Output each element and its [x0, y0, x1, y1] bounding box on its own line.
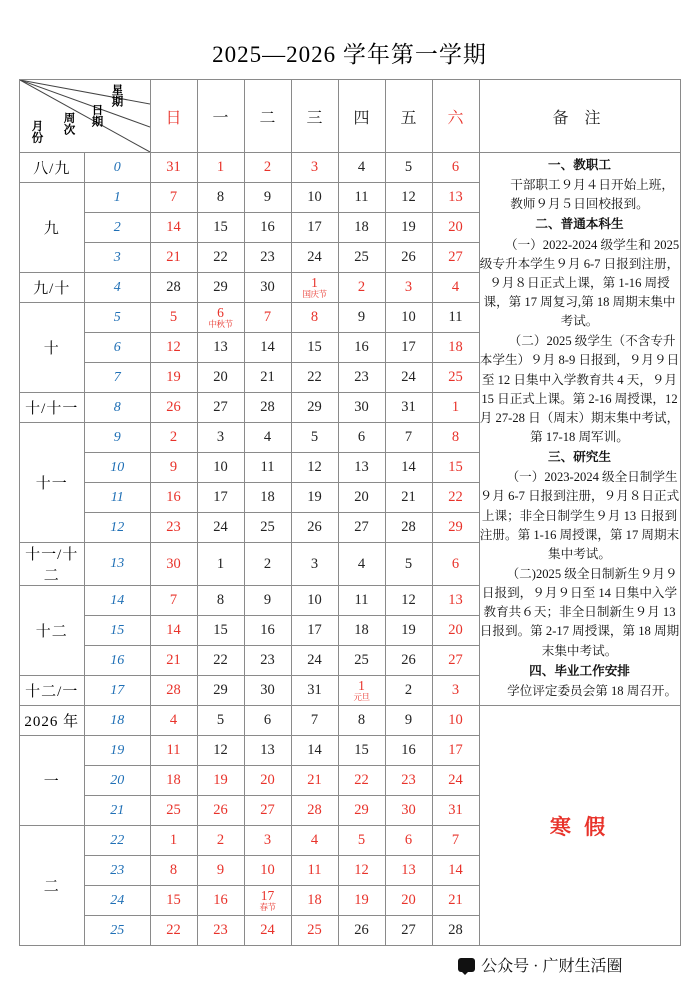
weekday-header-sat: 六 [432, 80, 479, 153]
day-cell: 28 [150, 676, 197, 706]
day-cell: 23 [244, 243, 291, 273]
day-cell: 4 [432, 273, 479, 303]
note-heading: 二、普通本科生 [535, 217, 624, 232]
day-cell: 23 [338, 363, 385, 393]
day-cell: 22 [150, 916, 197, 946]
day-cell: 25 [291, 916, 338, 946]
day-cell: 16 [197, 886, 244, 916]
week-number-cell: 25 [85, 916, 151, 946]
day-cell: 30 [244, 273, 291, 303]
day-cell: 10 [385, 303, 432, 333]
note-heading: 一、教职工 [548, 158, 611, 173]
day-cell: 8 [197, 586, 244, 616]
day-cell: 26 [338, 916, 385, 946]
day-cell: 27 [432, 243, 479, 273]
weekday-header-tue: 二 [244, 80, 291, 153]
page-title: 2025—2026 学年第一学期 [212, 42, 487, 67]
day-cell: 2 [150, 423, 197, 453]
week-number-cell: 17 [85, 676, 151, 706]
day-cell: 21 [244, 363, 291, 393]
watermark [458, 953, 674, 976]
day-cell: 24 [385, 363, 432, 393]
holiday-wrapper [339, 679, 385, 702]
day-cell: 14 [385, 453, 432, 483]
day-cell: 15 [150, 886, 197, 916]
holiday-label: 春节 [259, 902, 276, 913]
week-number-cell: 8 [85, 393, 151, 423]
weekday-header-sun: 日 [150, 80, 197, 153]
weekday-header-mon: 一 [197, 80, 244, 153]
day-cell: 22 [432, 483, 479, 513]
month-cell: 十 [19, 303, 85, 393]
day-cell: 16 [150, 483, 197, 513]
day-cell: 31 [432, 796, 479, 826]
week-number-cell: 1 [85, 183, 151, 213]
corner-label-date: 日期 [90, 104, 103, 127]
weekday-header-wed: 三 [291, 80, 338, 153]
day-cell: 20 [197, 363, 244, 393]
academic-calendar-table [19, 79, 681, 946]
day-cell: 29 [432, 513, 479, 543]
week-number-cell: 4 [85, 273, 151, 303]
day-cell: 29 [291, 393, 338, 423]
note-heading: 三、研究生 [548, 450, 611, 465]
table-body [19, 153, 680, 946]
week-number-cell: 5 [85, 303, 151, 333]
day-cell: 5 [197, 706, 244, 736]
day-cell: 28 [244, 393, 291, 423]
day-cell: 20 [338, 483, 385, 513]
day-cell: 18 [244, 483, 291, 513]
day-cell: 12 [385, 183, 432, 213]
day-cell-holiday [197, 303, 244, 333]
day-cell: 26 [291, 513, 338, 543]
day-cell: 9 [150, 453, 197, 483]
day-cell: 14 [150, 213, 197, 243]
day-cell: 9 [244, 183, 291, 213]
day-cell: 26 [385, 646, 432, 676]
week-number-cell: 7 [85, 363, 151, 393]
day-cell: 25 [244, 513, 291, 543]
day-cell: 15 [432, 453, 479, 483]
note-paragraph: 干部职工９月４日开始上班，教师９月５日回校报到。 [510, 178, 674, 212]
day-cell: 10 [432, 706, 479, 736]
day-cell: 1 [150, 826, 197, 856]
corner-header [19, 80, 150, 153]
day-cell: 10 [197, 453, 244, 483]
day-cell: 24 [432, 766, 479, 796]
day-cell: 27 [197, 393, 244, 423]
day-cell: 18 [338, 213, 385, 243]
day-cell-holiday [244, 886, 291, 916]
weekday-header-fri: 五 [385, 80, 432, 153]
day-cell: 11 [244, 453, 291, 483]
day-cell: 12 [150, 333, 197, 363]
day-number: 6 [217, 304, 224, 320]
day-cell: 18 [432, 333, 479, 363]
day-cell: 1 [432, 393, 479, 423]
day-cell: 12 [197, 736, 244, 766]
week-number-cell: 16 [85, 646, 151, 676]
day-cell: 18 [291, 886, 338, 916]
week-number-cell: 9 [85, 423, 151, 453]
day-cell: 13 [385, 856, 432, 886]
day-cell: 2 [244, 153, 291, 183]
day-cell: 30 [338, 393, 385, 423]
day-cell: 7 [291, 706, 338, 736]
winter-break-cell: 寒 假 [479, 706, 680, 946]
day-cell: 15 [338, 736, 385, 766]
day-cell: 2 [385, 676, 432, 706]
day-cell: 28 [150, 273, 197, 303]
day-cell: 16 [244, 213, 291, 243]
day-cell: 27 [385, 916, 432, 946]
day-cell: 20 [432, 616, 479, 646]
week-number-cell: 14 [85, 586, 151, 616]
day-cell: 17 [197, 483, 244, 513]
day-cell: 24 [197, 513, 244, 543]
day-cell: 10 [291, 586, 338, 616]
day-cell: 15 [197, 616, 244, 646]
day-cell: 26 [150, 393, 197, 423]
day-cell: 19 [385, 213, 432, 243]
day-cell: 25 [150, 796, 197, 826]
day-cell: 16 [338, 333, 385, 363]
day-cell: 8 [338, 706, 385, 736]
day-cell: 29 [197, 273, 244, 303]
month-cell: 十一 [19, 423, 85, 543]
day-cell: 8 [150, 856, 197, 886]
day-cell: 17 [432, 736, 479, 766]
day-cell: 16 [244, 616, 291, 646]
day-cell: 19 [338, 886, 385, 916]
week-number-cell: 21 [85, 796, 151, 826]
month-cell: 二 [19, 826, 85, 946]
week-number-cell: 13 [85, 543, 151, 586]
day-cell: 31 [291, 676, 338, 706]
day-cell: 8 [432, 423, 479, 453]
week-number-cell: 12 [85, 513, 151, 543]
day-cell: 25 [338, 243, 385, 273]
day-cell: 11 [291, 856, 338, 886]
day-cell: 11 [338, 183, 385, 213]
day-cell: 7 [150, 586, 197, 616]
day-cell: 7 [244, 303, 291, 333]
week-number-cell: 15 [85, 616, 151, 646]
day-cell: 15 [197, 213, 244, 243]
week-number-cell: 10 [85, 453, 151, 483]
day-cell: 18 [338, 616, 385, 646]
holiday-wrapper [292, 276, 338, 299]
day-cell: 9 [197, 856, 244, 886]
day-cell: 27 [338, 513, 385, 543]
day-cell: 5 [291, 423, 338, 453]
day-cell: 5 [150, 303, 197, 333]
page-footer [25, 946, 675, 976]
day-cell: 27 [244, 796, 291, 826]
month-cell: 十一/十二 [19, 543, 85, 586]
day-cell: 12 [291, 453, 338, 483]
day-cell: 9 [385, 706, 432, 736]
day-cell: 23 [150, 513, 197, 543]
day-cell: 7 [150, 183, 197, 213]
day-cell: 21 [291, 766, 338, 796]
header-row [19, 80, 680, 153]
day-cell: 20 [385, 886, 432, 916]
day-cell: 7 [385, 423, 432, 453]
day-cell: 23 [197, 916, 244, 946]
note-paragraph: （二)2025 级全日制新生９月９日报到，９月９日至 14 日集中入学教育共６天；非全日制新生９月 13 日报到。第 2-17 周授课，第 18 周期末集中考试。 [479, 566, 680, 658]
day-cell: 3 [291, 543, 338, 586]
week-number-cell: 3 [85, 243, 151, 273]
day-cell: 3 [385, 273, 432, 303]
day-cell: 20 [244, 766, 291, 796]
holiday-label: 中秋节 [208, 319, 233, 330]
day-cell: 8 [197, 183, 244, 213]
chat-bubble-icon [458, 958, 475, 972]
day-cell: 22 [338, 766, 385, 796]
week-number-cell: 18 [85, 706, 151, 736]
month-cell: 十/十一 [19, 393, 85, 423]
holiday-label: 国庆节 [302, 289, 327, 300]
day-cell: 18 [150, 766, 197, 796]
month-cell: 十二/一 [19, 676, 85, 706]
day-number: 1 [311, 274, 318, 290]
day-cell: 6 [432, 543, 479, 586]
month-cell: 八/九 [19, 153, 85, 183]
day-cell: 22 [291, 363, 338, 393]
corner-label-month: 月份 [30, 120, 43, 143]
day-cell: 21 [150, 243, 197, 273]
month-cell: 十二 [19, 586, 85, 676]
day-cell: 6 [244, 706, 291, 736]
week-number-cell: 0 [85, 153, 151, 183]
watermark-text: 公众号 · 广财生活圈 [481, 958, 623, 975]
day-cell: 31 [385, 393, 432, 423]
day-cell: 3 [197, 423, 244, 453]
day-cell: 1 [197, 153, 244, 183]
weekday-header-thu: 四 [338, 80, 385, 153]
day-cell: 25 [432, 363, 479, 393]
week-number-cell: 23 [85, 856, 151, 886]
day-cell: 28 [291, 796, 338, 826]
month-cell: 一 [19, 736, 85, 826]
day-cell: 15 [291, 333, 338, 363]
day-cell: 24 [291, 243, 338, 273]
week-number-cell: 19 [85, 736, 151, 766]
day-cell: 19 [150, 363, 197, 393]
day-cell: 4 [150, 706, 197, 736]
day-cell: 19 [291, 483, 338, 513]
day-cell: 6 [432, 153, 479, 183]
day-cell: 30 [150, 543, 197, 586]
week-number-cell: 22 [85, 826, 151, 856]
day-cell: 13 [338, 453, 385, 483]
day-cell: 21 [432, 886, 479, 916]
day-cell-holiday [291, 273, 338, 303]
week-number-cell: 11 [85, 483, 151, 513]
day-cell: 26 [385, 243, 432, 273]
day-cell: 14 [432, 856, 479, 886]
day-cell: 28 [432, 916, 479, 946]
day-cell: 30 [244, 676, 291, 706]
day-cell: 6 [338, 423, 385, 453]
day-cell: 13 [244, 736, 291, 766]
day-cell: 2 [197, 826, 244, 856]
day-cell: 5 [385, 543, 432, 586]
note-paragraph: 学位评定委员会第 18 周召开。 [507, 683, 678, 698]
day-cell: 17 [291, 213, 338, 243]
calendar-week-row [19, 706, 680, 736]
day-cell: 23 [385, 766, 432, 796]
corner-label-weekday: 星期 [110, 84, 123, 107]
day-cell: 30 [385, 796, 432, 826]
day-cell: 10 [291, 183, 338, 213]
day-cell: 17 [385, 333, 432, 363]
day-cell: 19 [197, 766, 244, 796]
day-cell: 2 [244, 543, 291, 586]
day-cell: 4 [338, 153, 385, 183]
day-cell: 21 [385, 483, 432, 513]
day-cell: 19 [385, 616, 432, 646]
day-cell: 2 [338, 273, 385, 303]
note-paragraph: （二）2025 级学生（不含专升本学生）９月 8-9 日报到，９月９日至 12 日集中入学教育共 4 天，９月 15 日正式上课。第 2-16 周授课，12 月 27-28 日（周末）期末集中考试，第 17-18 周军训。 [479, 334, 680, 444]
day-cell: 24 [291, 646, 338, 676]
day-cell: 7 [432, 826, 479, 856]
day-cell: 31 [150, 153, 197, 183]
note-paragraph: （一）2023-2024 级全日制学生９月 6-7 日报到注册，９月８日正式上课；非全日制学生９月 13 日报到注册。第 1-16 周授课，第 17 周期末集中考试。 [479, 470, 680, 561]
day-cell: 11 [432, 303, 479, 333]
week-number-cell: 20 [85, 766, 151, 796]
note-heading: 四、毕业工作安排 [529, 663, 630, 678]
day-cell: 13 [432, 586, 479, 616]
day-cell: 9 [338, 303, 385, 333]
month-cell: 2026 年 [19, 706, 85, 736]
day-cell: 22 [197, 646, 244, 676]
day-cell: 25 [338, 646, 385, 676]
day-cell: 29 [197, 676, 244, 706]
day-cell: 21 [150, 646, 197, 676]
day-cell: 1 [197, 543, 244, 586]
day-cell: 26 [197, 796, 244, 826]
day-cell: 3 [244, 826, 291, 856]
day-cell: 9 [244, 586, 291, 616]
holiday-label: 元旦 [353, 692, 370, 703]
day-cell: 24 [244, 916, 291, 946]
day-cell: 27 [432, 646, 479, 676]
holiday-wrapper [198, 306, 244, 329]
corner-label-weeknum: 周次 [62, 112, 75, 135]
day-cell: 29 [338, 796, 385, 826]
day-cell: 8 [291, 303, 338, 333]
note-paragraph: （一）2022-2024 级学生和 2025 级专升本学生９月 6-7 日报到注册，９月８日正式上课，第 1-16 周授课，第 17 周复习,第 18 周期末集中考试。 [479, 237, 680, 329]
day-cell: 28 [385, 513, 432, 543]
notes-header: 备 注 [479, 80, 680, 153]
week-number-cell: 2 [85, 213, 151, 243]
day-cell: 20 [432, 213, 479, 243]
day-cell: 3 [432, 676, 479, 706]
holiday-wrapper [245, 889, 291, 912]
week-number-cell: 6 [85, 333, 151, 363]
day-cell: 5 [385, 153, 432, 183]
day-cell: 14 [244, 333, 291, 363]
day-cell: 4 [244, 423, 291, 453]
day-cell-holiday [338, 676, 385, 706]
day-cell: 5 [338, 826, 385, 856]
day-cell: 12 [385, 586, 432, 616]
day-cell: 11 [338, 586, 385, 616]
day-cell: 14 [150, 616, 197, 646]
day-cell: 11 [150, 736, 197, 766]
month-cell: 九 [19, 183, 85, 273]
week-number-cell: 24 [85, 886, 151, 916]
day-number: 1 [358, 677, 365, 693]
day-cell: 23 [244, 646, 291, 676]
day-cell: 4 [291, 826, 338, 856]
notes-cell [479, 153, 680, 706]
calendar-week-row [19, 153, 680, 183]
day-cell: 16 [385, 736, 432, 766]
day-cell: 4 [338, 543, 385, 586]
month-cell: 九/十 [19, 273, 85, 303]
day-cell: 14 [291, 736, 338, 766]
day-cell: 6 [385, 826, 432, 856]
day-number: 17 [260, 887, 275, 903]
table-head [19, 80, 680, 153]
day-cell: 3 [291, 153, 338, 183]
day-cell: 22 [197, 243, 244, 273]
day-cell: 13 [197, 333, 244, 363]
day-cell: 17 [291, 616, 338, 646]
day-cell: 10 [244, 856, 291, 886]
day-cell: 12 [338, 856, 385, 886]
day-cell: 13 [432, 183, 479, 213]
